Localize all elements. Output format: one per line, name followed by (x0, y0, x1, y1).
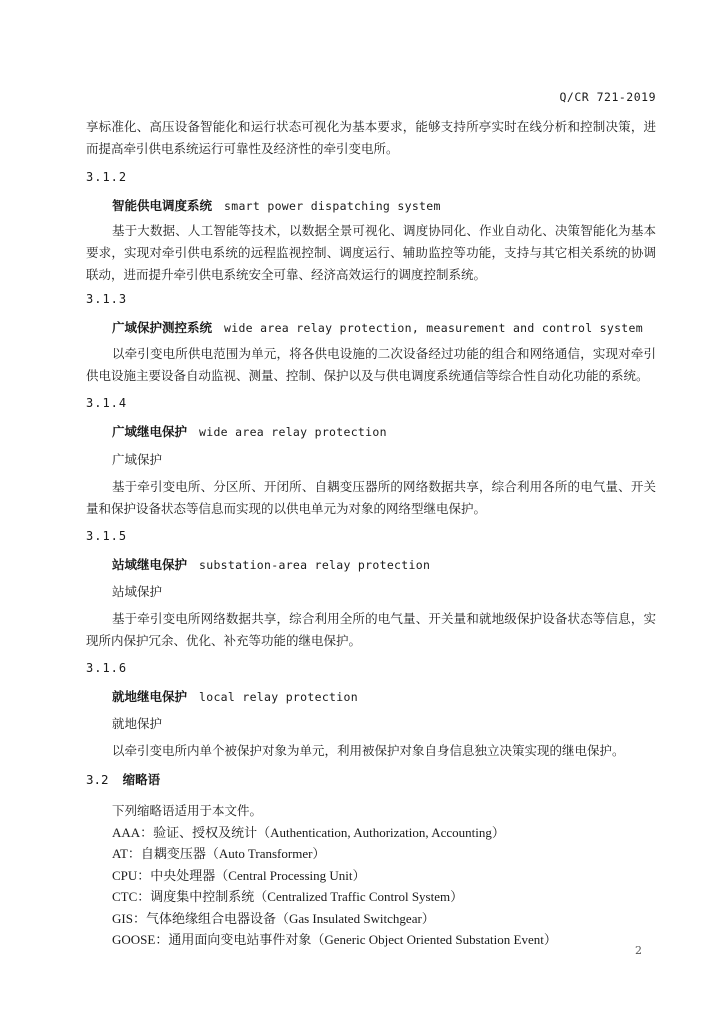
page-number: 2 (635, 944, 642, 957)
term-definition: 以牵引变电所内单个被保护对象为单元，利用被保护对象自身信息独立决策实现的继电保护。 (112, 743, 625, 758)
term-number: 3.1.2 (86, 170, 128, 184)
term-title (112, 555, 430, 573)
term-zh: 广域继电保护 (112, 424, 188, 439)
abbreviation-item: CPU：中央处理器（Central Processing Unit） (112, 867, 366, 883)
term-title (112, 318, 643, 336)
term-alias: 广域保护 (112, 452, 163, 467)
term-title (112, 687, 358, 705)
abbreviation-intro: 下列缩略语适用于本文件。 (112, 803, 263, 818)
term-en: smart power dispatching system (224, 199, 441, 213)
term-number: 3.1.4 (86, 396, 128, 410)
term-zh: 就地继电保护 (112, 689, 188, 704)
term-number: 3.1.6 (86, 661, 128, 675)
term-title (112, 422, 387, 440)
term-en: wide area relay protection (199, 425, 387, 439)
term-alias: 就地保护 (112, 716, 163, 731)
abbreviation-item: CTC：调度集中控制系统（Centralized Traffic Control System） (112, 889, 464, 904)
term-title (112, 196, 441, 214)
term-zh: 广域保护测控系统 (112, 320, 213, 335)
term-en: substation-area relay protection (199, 558, 431, 572)
term-definition: 以牵引变电所供电范围为单元，将各供电设施的二次设备经过功能的组合和网络通信，实现对牵引供电设施主要设备自动监视、测量、控制、保护以及与供电调度系统通信等综合性自动化功能的系统。 (86, 346, 656, 383)
section-title: 缩略语 (122, 772, 161, 787)
abbreviation-list (112, 800, 557, 951)
section-number: 3.2 (86, 772, 109, 787)
term-number: 3.1.5 (86, 529, 128, 543)
abbreviation-item: AT：自耦变压器（Auto Transformer） (112, 846, 326, 861)
abbreviation-item: AAA：验证、授权及统计（Authentication, Authorization, Accounting） (112, 824, 505, 840)
term-definition: 基于大数据、人工智能等技术，以数据全景可视化、调度协同化、作业自动化、决策智能化为基本要求，实现对牵引供电系统的远程监视控制、调度运行、辅助监控等功能，支持与其它相关系统的协调联动，进而提升牵引供电系统安全可靠、经济高效运行的调度控制系统。 (86, 223, 656, 282)
term-definition: 基于牵引变电所网络数据共享，综合利用全所的电气量、开关量和就地级保护设备状态等信息，实现所内保护冗余、优化、补充等功能的继电保护。 (86, 611, 656, 648)
term-alias: 站域保护 (112, 584, 163, 599)
term-zh: 智能供电调度系统 (112, 198, 213, 213)
abbreviation-item: GIS：气体绝缘组合电器设备（Gas Insulated Switchgear） (112, 910, 435, 926)
term-definition: 基于牵引变电所、分区所、开闭所、自耦变压器所的网络数据共享，综合利用各所的电气量、开关量和保护设备状态等信息而实现的以供电单元为对象的网络型继电保护。 (86, 479, 656, 516)
standard-id: Q/CR 721-2019 (559, 90, 656, 104)
continued-paragraph: 享标准化、高压设备智能化和运行状态可视化为基本要求，能够支持所亭实时在线分析和控制决策，进而提高牵引供电系统运行可靠性及经济性的牵引变电所。 (86, 119, 656, 156)
term-number: 3.1.3 (86, 292, 128, 306)
abbreviation-item: GOOSE：通用面向变电站事件对象（Generic Object Oriented Substation Event） (112, 932, 557, 947)
section-heading (86, 770, 160, 788)
term-en: local relay protection (199, 690, 358, 704)
term-en: wide area relay protection, measurement and control system (224, 321, 643, 335)
term-zh: 站域继电保护 (112, 557, 188, 572)
